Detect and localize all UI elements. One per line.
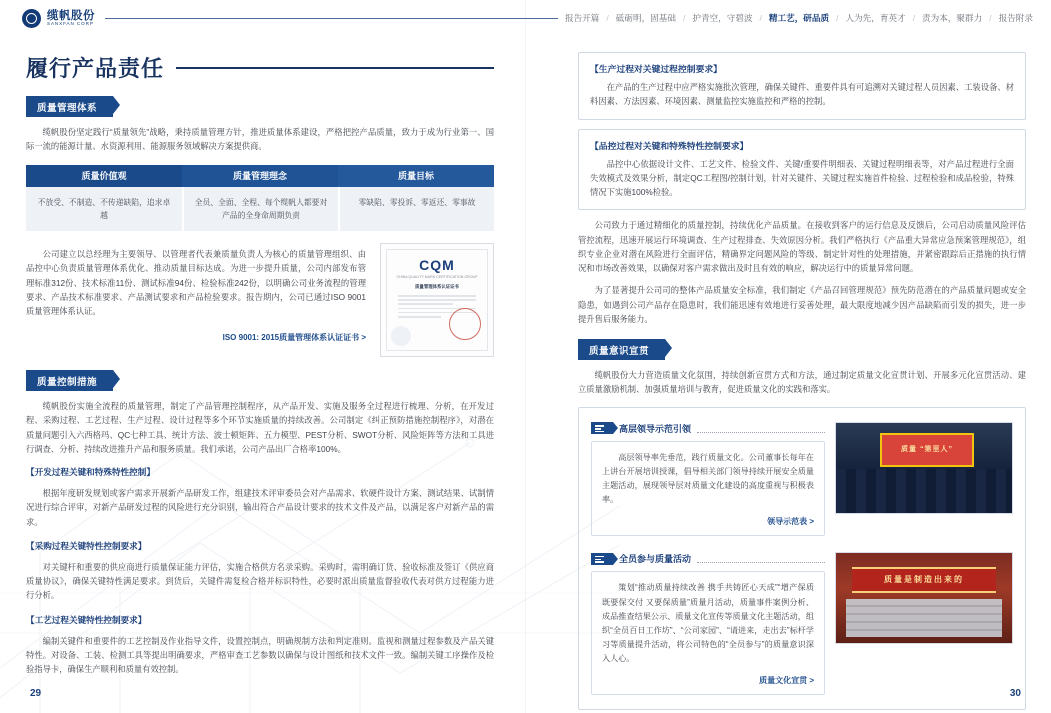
nav-item-4[interactable]: 人为先，育英才	[845, 13, 906, 23]
nav-item-5[interactable]: 责为本，聚群力	[922, 13, 983, 23]
culture-photo-leadership	[835, 422, 1013, 514]
certificate-paragraph: 公司建立以总经理为主要领导、以管理者代表兼质量负责人为核心的质量管理组织、由品控中心负责质量管理体系优化、推动质量目标达成。为进一步提升质量，公司内部发布管理标准312份、技术标准11份、测试标准94份、检验标准242份，以明确公司业务流程的管理要求、产品技术标准要求、产品测试要求和产品检验要求。报告期内，公司已通过ISO 9001质量管理体系认证。	[26, 249, 366, 317]
photo-audience-seats	[836, 469, 1012, 513]
logo-text-cn: 缆帆股份	[47, 9, 95, 22]
page-spine	[525, 0, 526, 713]
culture-photo-workshop	[835, 552, 1013, 644]
subhead-process-body: 编制关键件和重要件的工艺控制及作业指导文件，设置控制点，明确规制方法和判定准则。监视和测量过程参数及产品关键特性。对设备、工装、检测工具等提出明确要求，严格审查工艺参数以确保与设计图纸和技术文件一致。编制关键工序操作及检验指导卡，确保生产顺利和质量有效控制。	[26, 635, 494, 675]
value-body-2: 零缺陷、零投诉、零返还、零事故	[338, 187, 494, 231]
box-qc-control-title: 【品控过程对关键和特殊特性控制要求】	[590, 140, 749, 151]
title-rule	[176, 67, 494, 69]
nav-item-3[interactable]: 精工艺，研品质	[768, 13, 830, 23]
section-quality-system-heading-wrap	[26, 83, 494, 117]
dotted-rule	[697, 424, 825, 433]
right-paragraph-1: 公司致力于通过精细化的质量控制，持续优化产品质量。在接收到客户的运行信息及反馈后，公司启动质量风险评估管控流程，迅速开展运行环境调查、生产过程排查、失效原因分析。我们严格执行《产品重大异常应急预案管理规范》，组织专业企业对潜在风险进行全面评估，精确界定问题风险的等级、制定针对性的处理措施，并紧密跟踪后正措施的执行情况和市场改善效果，以确保对客户需求做出及时且有效的响应，解决运行中的质量异常问题。	[578, 220, 1026, 274]
nav-item-0[interactable]: 报告开篇	[565, 13, 600, 23]
certificate-brand: CQM	[419, 257, 455, 274]
certificate-text	[26, 243, 366, 343]
section-heading-quality-system: 质量管理体系	[26, 96, 113, 117]
page-number-left: 29	[30, 688, 42, 699]
certificate-row	[26, 243, 494, 357]
value-body-0: 不放受、不制造、不传递缺陷，追求卓越	[26, 187, 182, 232]
culture-item-leadership	[591, 422, 1013, 537]
certificate-caption[interactable]: ISO 9001: 2015质量管理体系认证证书 >	[222, 333, 366, 343]
section-culture-heading-wrap	[578, 326, 1026, 360]
page-title-text: 履行产品责任	[26, 56, 165, 81]
subhead-development: 【开发过程关键和特殊特性控制】	[26, 467, 155, 478]
right-paragraph-2: 为了显著提升公司司的整体产品质量安全标准，我们制定《产品召回管理规范》预先防范潜在的产品质量问题或安全隐患，如遇到公司产品存在隐患时，我们能迅速有效地进行妥善处理，最大限度地减少因产品缺陷而引发的损失，进一步提升售后服务能力。	[578, 285, 1026, 324]
culture-item-participation	[591, 552, 1013, 695]
certificate-seal-icon	[449, 308, 481, 340]
nav-sep: /	[682, 13, 686, 23]
subhead-development-body: 根据年度研发规划或客户需求开展新产品研发工作，组建技术评审委员会对产品需求、软硬件设计方案、测试结果、试制情况进行综合评审，对新产品研发过程的风险进行充分识别，输出符合产品设计要求的技术文件及产品，以满足客户对新产品的需求。	[26, 488, 494, 527]
photo-banner	[852, 567, 996, 593]
quality-system-paragraph: 缆帆股份坚定践行“质量领先”战略，秉持质量管理方针，推进质量体系建设，严格把控产品质量，致力于成为行业第一、国际一流的能源计量、水资源利用、能源服务领域解决方案提供商。	[26, 127, 494, 152]
nav-item-6[interactable]: 报告附录	[998, 13, 1033, 23]
quality-control-paragraph: 缆帆股份实施全流程的质量管理，制定了产品管理控制程序，从产品开发、实施及服务全过程进行梳理、分析，在开发过程、采购过程、工艺过程、生产过程、设计过程等多个环节实施质量的持续改善。公司制定《纠正预防措施控制程序》，对潜在质量问题引入六西格玛、QC七种工具、统计方法、波士顿矩阵、五力模型、PEST分析、SWOT分析、风险矩阵等方法和工具进行调查、分析、持续改进推升产品和服务质量。我们承诺，公司产品出厂合格率100%。	[26, 401, 494, 454]
logo-text-en: SANXFAN CORP	[47, 20, 94, 26]
company-logo	[22, 9, 95, 28]
section-heading-culture: 质量意识宣贯	[578, 339, 665, 360]
culture-item-link-1[interactable]: 质量文化宣贯 >	[759, 676, 814, 686]
value-cell-2	[338, 165, 494, 232]
logo-mark-icon	[22, 9, 41, 28]
nav-item-2[interactable]: 护青空，守碧波	[692, 13, 753, 23]
culture-item-title-0: 高层领导示范引领	[619, 423, 692, 434]
culture-item-body-0: 高层领导率先垂范，践行质量文化。公司董事长每年在上讲台开展培训授课，倡导相关部门领导持续开展安全质量主题活动，展现领导层对质量文化建设的高度重视与积极表率。	[602, 452, 814, 505]
list-flag-icon	[591, 553, 613, 565]
subhead-process: 【工艺过程关键特性控制要求】	[26, 614, 147, 625]
nav-item-1[interactable]: 砥砺明，固基础	[615, 13, 676, 23]
culture-panel	[578, 407, 1026, 711]
certificate-brand-sub: CHINA QUALITY MARK CERTIFICATION GROUP	[396, 275, 478, 280]
value-head-0: 质量价值观	[26, 165, 182, 187]
culture-item-link-0[interactable]: 领导示范表 >	[767, 517, 814, 527]
page-title	[26, 52, 494, 83]
box-production-control-title: 【生产过程对关键过程控制要求】	[590, 64, 722, 74]
culture-intro-paragraph: 缆帆股份大力营造质量文化氛围，持续创新宣贯方式和方法，通过制定质量文化宣贯计划、开展多元化宣贯活动、建立质量激励机制、加强质量培训与教育，促进质量文化的实践和落实。	[578, 370, 1026, 395]
page-number-right: 30	[1009, 688, 1021, 699]
dotted-rule	[697, 554, 825, 563]
right-column	[578, 52, 1026, 710]
header-divider	[105, 18, 558, 19]
section-quality-control-heading-wrap	[26, 357, 494, 391]
left-column	[26, 52, 494, 676]
quality-value-banner	[26, 165, 494, 232]
header-nav	[558, 12, 1033, 24]
nav-sep: /	[836, 13, 839, 23]
photo-screen-text-0: 质量 “第里人”	[901, 445, 953, 453]
photo-banner-text-1: 质量是制造出来的	[884, 575, 964, 585]
section-heading-quality-control: 质量控制措施	[26, 370, 113, 391]
nav-sep: /	[989, 13, 992, 23]
box-qc-control-body: 品控中心依据设计文件、工艺文件、检验文件、关键/重要件明细表、关键过程明细表等，对产品过程进行全面失效模式及效果分析，制定QC工程图/控制计划，针对关键件、关键过程实施首件检验、过程检验和成品检验，特殊情况下实施100%检验。	[590, 158, 1014, 198]
nav-sep: /	[759, 13, 762, 23]
photo-shelf	[846, 599, 1002, 637]
certificate-badge-icon	[391, 326, 411, 346]
document-header	[0, 0, 1051, 36]
value-head-1: 质量管理理念	[182, 165, 338, 187]
subhead-procurement: 【采购过程关键特性控制要求】	[26, 540, 147, 551]
certificate-image	[380, 243, 494, 357]
value-cell-0	[26, 165, 182, 232]
nav-sep: /	[606, 13, 609, 23]
box-production-control-body: 在产品的生产过程中应严格实施批次管理，确保关键件、重要件具有可追溯对关键过程人员因素、工装设备、材料因素、方法因素、环境因素、测量监控实施监控和严格的控制。	[590, 82, 1014, 107]
value-cell-1	[182, 165, 338, 232]
culture-item-body-1: 策划“推动质量持续改善 携手共铸匠心天成”“增产保质 既要保交付 又要保质量”质量月活动，质量事件案例分析、成品推查结果公示、质量文化宣传等质量文化主题活动，组织“全员百日工作坊”、“公司家园”、“请进来，走出去”标杆学习等质量提升活动，将公司特色的“全员参与”的质量意识深入人心。	[602, 583, 814, 664]
nav-sep: /	[912, 13, 916, 23]
value-head-2: 质量目标	[338, 165, 494, 187]
subhead-procurement-body: 对关键杆和重要的供应商进行质量保证能力评估，实施合格供方名录采购。采购时，需明确订货、验收标准及签订《供应商质量协议》，确保关键特性满足要求。到货后，关键件需复检合格并标识特性，必要时派出质量监督验收代表对供方过程能力进行分析。	[26, 561, 494, 601]
culture-item-title-1: 全员参与质量活动	[619, 554, 692, 565]
box-qc-control	[578, 129, 1026, 211]
list-flag-icon	[591, 422, 613, 434]
certificate-doc-title: 质量管理体系认证证书	[415, 284, 459, 290]
value-body-1: 全员、全面、全程、每个缆帆人都要对产品的全身命周期负责	[182, 187, 338, 232]
box-production-control	[578, 52, 1026, 120]
photo-stage-screen	[880, 433, 974, 467]
